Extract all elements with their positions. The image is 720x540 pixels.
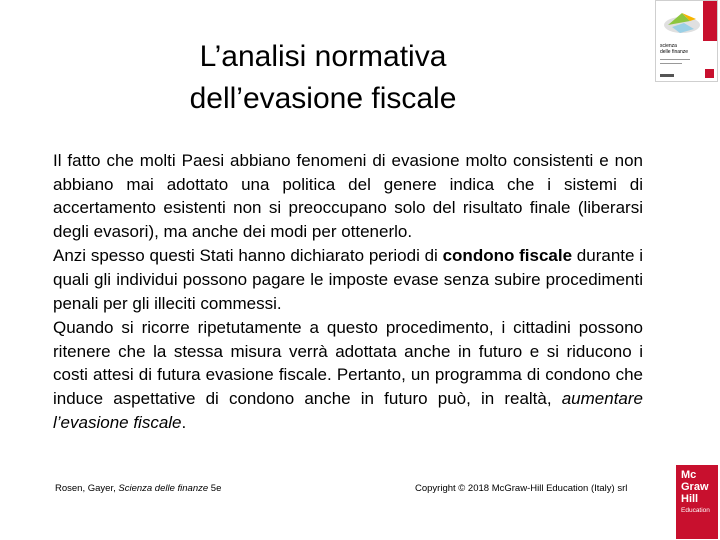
paragraph-3: [53, 316, 643, 434]
footer-citation: [55, 483, 221, 494]
paragraph-1: [53, 149, 643, 243]
slide-title: [118, 36, 528, 120]
book-cover-logo: [705, 69, 714, 78]
paragraph-2: [53, 244, 643, 315]
paragraph-1-text: Il fatto che molti Paesi abbiano fenomeni di evasione molto consistenti e non abbiano mai adottato una politica del genere indica che i sistemi di accertamento esistenti non si preoccupano solo del risultato finale (liberarsi degli evasori), ma anche dei modi per ottenerlo.: [53, 151, 643, 241]
aumentare-evasione-emphasis: aumentare l’evasione fiscale: [53, 388, 643, 432]
slide-body: [53, 149, 643, 435]
footer-copyright: Copyright © 2018 McGraw-Hill Education (Italy) srl: [415, 483, 628, 494]
book-cover-red-strip: [703, 1, 717, 41]
book-cover-rule: [660, 63, 682, 64]
footer-edition: 5e: [208, 483, 222, 494]
book-cover-thumbnail: [655, 0, 718, 82]
book-cover-graphic: [660, 5, 706, 37]
paragraph-3-text-a: Quando si ricorre ripetutamente a questo procedimento, i cittadini possono ritenere che la stessa misura verrà adottata anche in futuro e si riducono i costi attesi di futura evasione fiscale. Pertanto, un programma di condono che induce aspettative di condono anche in futuro può, in realtà,: [53, 318, 643, 408]
book-cover-title: scienza delle finanze: [660, 43, 689, 55]
paragraph-2-text-a: Anzi spesso questi Stati hanno dichiarato periodi di: [53, 246, 443, 266]
paragraph-3-end: .: [181, 412, 187, 432]
title-line-1: L’analisi normativa: [199, 40, 447, 73]
book-cover-rule: [660, 59, 690, 60]
title-line-2: dell’evasione fiscale: [189, 82, 457, 115]
condono-fiscale-term: condono fiscale: [442, 246, 573, 266]
paragraph-2-text-b: durante i quali gli individui possono pagare le imposte evase senza subire procedimenti penali per gli illeciti commessi.: [53, 246, 643, 313]
footer-authors: Rosen, Gayer,: [55, 483, 119, 494]
book-cover-footer-mark: [660, 74, 674, 77]
mcgraw-hill-logo: Mc Graw Hill Education: [676, 465, 718, 539]
footer-book-title: Scienza delle finanze: [118, 483, 209, 494]
